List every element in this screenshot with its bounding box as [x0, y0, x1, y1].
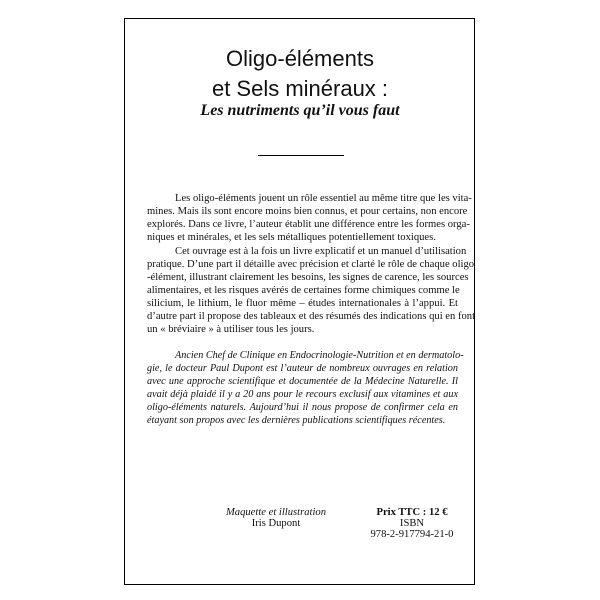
paragraph-author: [147, 349, 464, 427]
text-line: -élément, illustrant clairement les besoins, les signes de carence, les sources: [147, 272, 469, 283]
title-line-1: Oligo-éléments: [226, 46, 374, 71]
title-line-2: et Sels minéraux :: [211, 76, 389, 101]
isbn-number: 978-2-917794-21-0: [370, 529, 454, 540]
paragraph-usage: [147, 245, 476, 336]
text-line: Cet ouvrage est à la fois un livre explicatif et un manuel d’utilisation: [175, 246, 467, 257]
text-line: étayant son propos avec les dernières publications scientifiques récentes.: [147, 415, 446, 426]
credits-block: [206, 507, 346, 529]
text-line: niques et minérales, et les sels métalliques potentiellement toxiques.: [147, 232, 436, 243]
text-line: oligo-éléments naturels. Aujourd’hui il nous propose de confirmer cela en: [147, 402, 458, 413]
text-line: avait déjà plaidé il y a 20 ans pour le recours exclusif aux vitamines et aux: [147, 389, 458, 400]
subtitle: Les nutriments qu’il vous faut: [200, 102, 400, 119]
text-line: Les oligo-éléments jouent un rôle essentiel au même titre que les vita-: [175, 193, 472, 204]
isbn-label: ISBN: [399, 518, 425, 529]
divider: [258, 155, 344, 156]
text-line: Ancien Chef de Clinique en Endocrinologie-Nutrition et en dermatolo-: [175, 350, 464, 361]
price-block: [362, 507, 462, 540]
text-line: gie, le docteur Paul Dupont est l’auteur de nombreux ouvrages en relation: [147, 363, 458, 374]
text-line: pratique. D’une part il détaille avec précision et clarté le rôle de chaque oligo: [147, 259, 475, 270]
credits-name: Iris Dupont: [251, 518, 301, 529]
text-line: explorés. Dans ce livre, l’auteur établit une différence entre les formes orga-: [147, 219, 470, 230]
price-label: Prix TTC : 12 €: [376, 507, 448, 518]
text-line: mines. Mais ils sont encore moins bien connus, et pour certains, non encore: [147, 206, 468, 217]
text-line: avec une approche scientifique et documentée de la Médecine Naturelle. Il: [147, 376, 458, 387]
text-line: silicium, le lithium, le fluor même – études internationales à l’appui. Et: [147, 298, 458, 309]
paragraph-intro: [147, 192, 472, 244]
text-line: un « bréviaire » à utiliser tous les jours.: [147, 324, 315, 335]
credits-label: Maquette et illustration: [225, 507, 327, 518]
text-line: d’autre part il propose des tableaux et des résumés des indications qui en font: [147, 311, 476, 322]
text-line: alimentaires, et les risques avérés de certaines forme chimiques comme le: [147, 285, 460, 296]
